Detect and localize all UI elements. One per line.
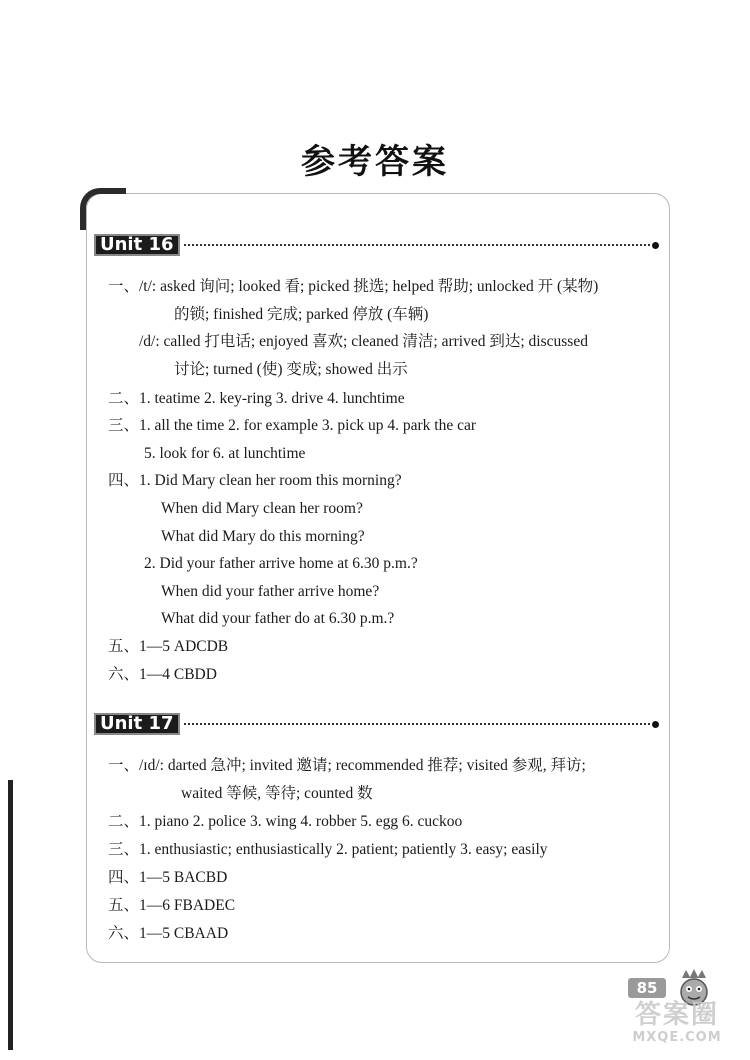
unit16-label: Unit 16: [94, 234, 180, 256]
unit16-line-5: 二、1. teatime 2. key-ring 3. drive 4. lunchtime: [108, 390, 405, 407]
watermark: [612, 1000, 742, 1050]
rule-end-dot: [652, 721, 659, 728]
unit16-line-15: 六、1—4 CBDD: [108, 666, 217, 683]
unit16-line-11: 2. Did your father arrive home at 6.30 p.m.?: [144, 555, 418, 572]
unit16-line-3: /d/: called 打电话; enjoyed 喜欢; cleaned 清洁; arrived 到达; discussed: [139, 333, 588, 350]
page-title: 参考答案: [301, 142, 449, 182]
rule-end-dot: [652, 242, 659, 249]
dotted-rule: [184, 723, 650, 725]
unit16-line-7: 5. look for 6. at lunchtime: [144, 445, 306, 462]
unit16-line-14: 五、1—5 ADCDB: [108, 638, 229, 655]
unit16-line-4: 讨论; turned (使) 变成; showed 出示: [174, 361, 408, 378]
unit16-line-2: 的锁; finished 完成; parked 停放 (车辆): [174, 306, 429, 323]
watermark-bottom: MXQE.COM: [632, 1030, 722, 1045]
unit16-line-12: When did your father arrive home?: [161, 583, 380, 600]
frame-corner-decoration: [80, 188, 126, 230]
unit16-line-8: 四、1. Did Mary clean her room this morning?: [108, 472, 402, 489]
unit17-label: Unit 17: [94, 713, 180, 735]
watermark-top: 答案圈: [634, 1000, 719, 1030]
unit17-line-5: 四、1—5 BACBD: [108, 869, 228, 886]
unit16-line-6: 三、1. all the time 2. for example 3. pick up 4. park the car: [108, 417, 477, 434]
page-edge-bar: [8, 780, 13, 1050]
unit16-line-1: 一、/t/: asked 询问; looked 看; picked 挑选; helped 帮助; unlocked 开 (某物): [108, 278, 599, 295]
page-number: 85: [628, 978, 666, 998]
unit17-header: [94, 712, 659, 736]
unit16-line-9: When did Mary clean her room?: [161, 500, 363, 517]
unit17-line-3: 二、1. piano 2. police 3. wing 4. robber 5. egg 6. cuckoo: [108, 813, 463, 830]
unit17-line-1: 一、/ɪd/: darted 急冲; invited 邀请; recommended 推荐; visited 参观, 拜访;: [108, 757, 586, 774]
unit16-header: [94, 233, 659, 257]
unit16-line-13: What did your father do at 6.30 p.m.?: [161, 610, 395, 627]
unit17-line-6: 五、1—6 FBADEC: [108, 897, 236, 914]
unit16-line-10: What did Mary do this morning?: [161, 528, 365, 545]
unit17-line-7: 六、1—5 CBAAD: [108, 925, 229, 942]
unit17-line-2: waited 等候, 等待; counted 数: [181, 785, 373, 802]
dotted-rule: [184, 244, 650, 246]
unit17-line-4: 三、1. enthusiastic; enthusiastically 2. patient; patiently 3. easy; easily: [108, 841, 548, 858]
